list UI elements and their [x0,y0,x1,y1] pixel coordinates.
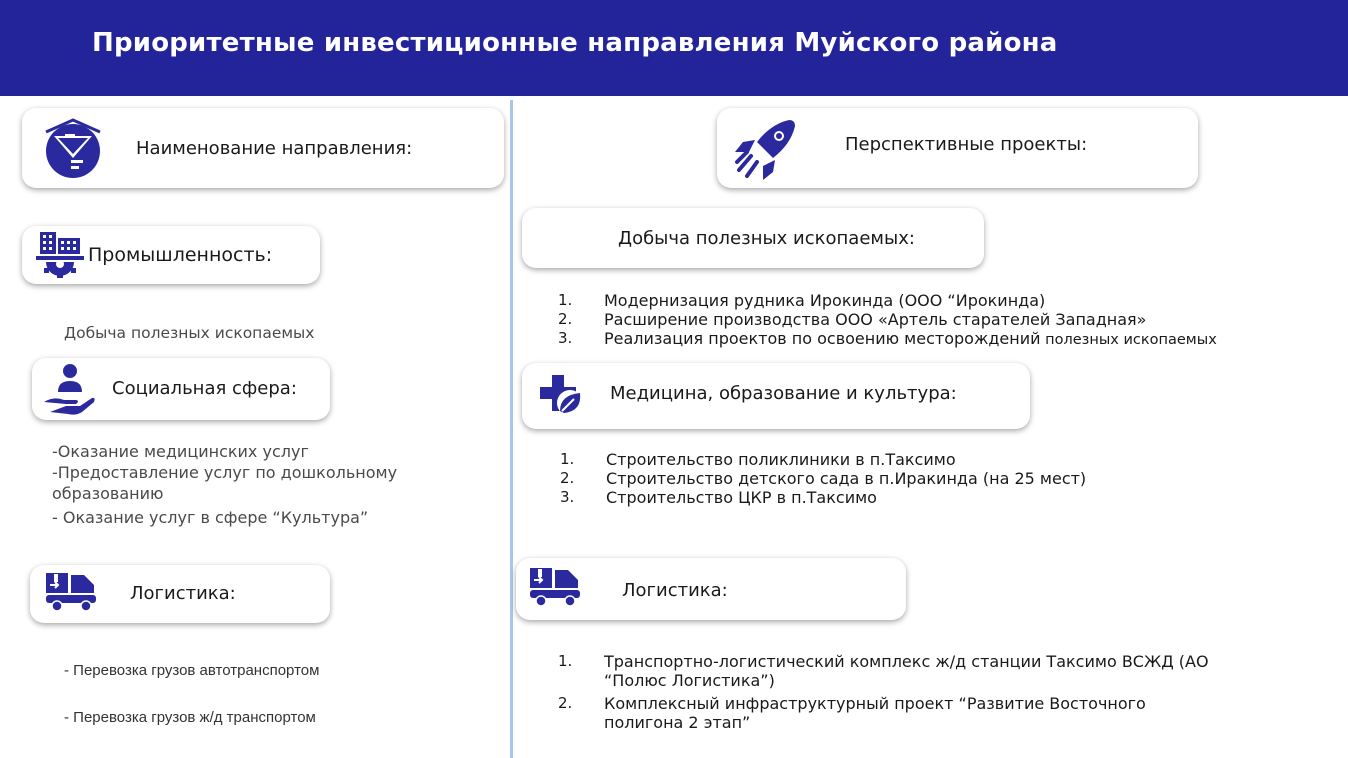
list-item: 2. Расширение производства ООО «Артель старателей Западная» [558,310,1147,329]
page-title: Приоритетные инвестиционные направления Муйского района [92,28,1058,58]
right-heading-label: Перспективные проекты: [845,134,1088,155]
mining-label: Добыча полезных ископаемых: [618,228,915,249]
social-item-2-cont: образованию [52,484,164,503]
industry-label: Промышленность: [88,244,273,266]
header-banner [0,0,1348,96]
funnel-shield-icon [42,118,104,180]
mining-list [558,291,1217,350]
left-logistics-card [30,565,330,623]
industry-card [22,226,320,284]
left-logistics-item-2: - Перевозка грузов ж/д транспортом [64,709,316,726]
left-heading-card [22,108,504,188]
list-item: 3. Строительство ЦКР в п.Таксимо [560,488,877,507]
truck-icon [528,566,586,608]
right-logistics-label: Логистика: [622,580,728,601]
list-item: 2. Строительство детского сада в п.Иракинда (на 25 мест) [560,469,1087,488]
factory-gear-icon [36,230,86,280]
right-logistics-card [516,558,906,620]
left-heading-label: Наименование направления: [136,138,413,159]
right-heading-card [717,108,1198,188]
left-logistics-item-1: - Перевозка грузов автотранспортом [64,662,320,679]
column-divider [510,100,513,758]
medicine-list [560,450,1086,507]
medicine-card [522,363,1030,429]
truck-icon [44,571,102,613]
social-card [32,358,330,420]
social-label: Социальная сфера: [112,378,297,399]
medical-cross-leaf-icon [538,373,586,417]
mining-card [522,208,984,268]
list-item: 1. Модернизация рудника Ирокинда (ООО “Ирокинда) [558,291,1046,310]
industry-item: Добыча полезных ископаемых [64,324,315,342]
social-item-3: - Оказание услуг в сфере “Культура” [52,508,369,527]
medicine-label: Медицина, образование и культура: [610,383,957,404]
left-logistics-label: Логистика: [130,583,236,604]
list-item: 3. Реализация проектов по освоению месторождений полезных ископаемых [558,329,1217,348]
list-item: 1. Транспортно-логистический комплекс ж/д станции Таксимо ВСЖД (АО “Полюс Логистика”) [558,652,1209,690]
rocket-icon [733,116,799,182]
social-item-1: -Оказание медицинских услуг [52,442,309,461]
person-hand-icon [42,362,96,418]
list-item: 1. Строительство поликлиники в п.Таксимо [560,450,956,469]
logistics-projects-list [558,652,1209,732]
social-item-2: -Предоставление услуг по дошкольному [52,463,398,482]
list-item: 2. Комплексный инфраструктурный проект “Развитие Восточного полигона 2 этап” [558,694,1146,732]
